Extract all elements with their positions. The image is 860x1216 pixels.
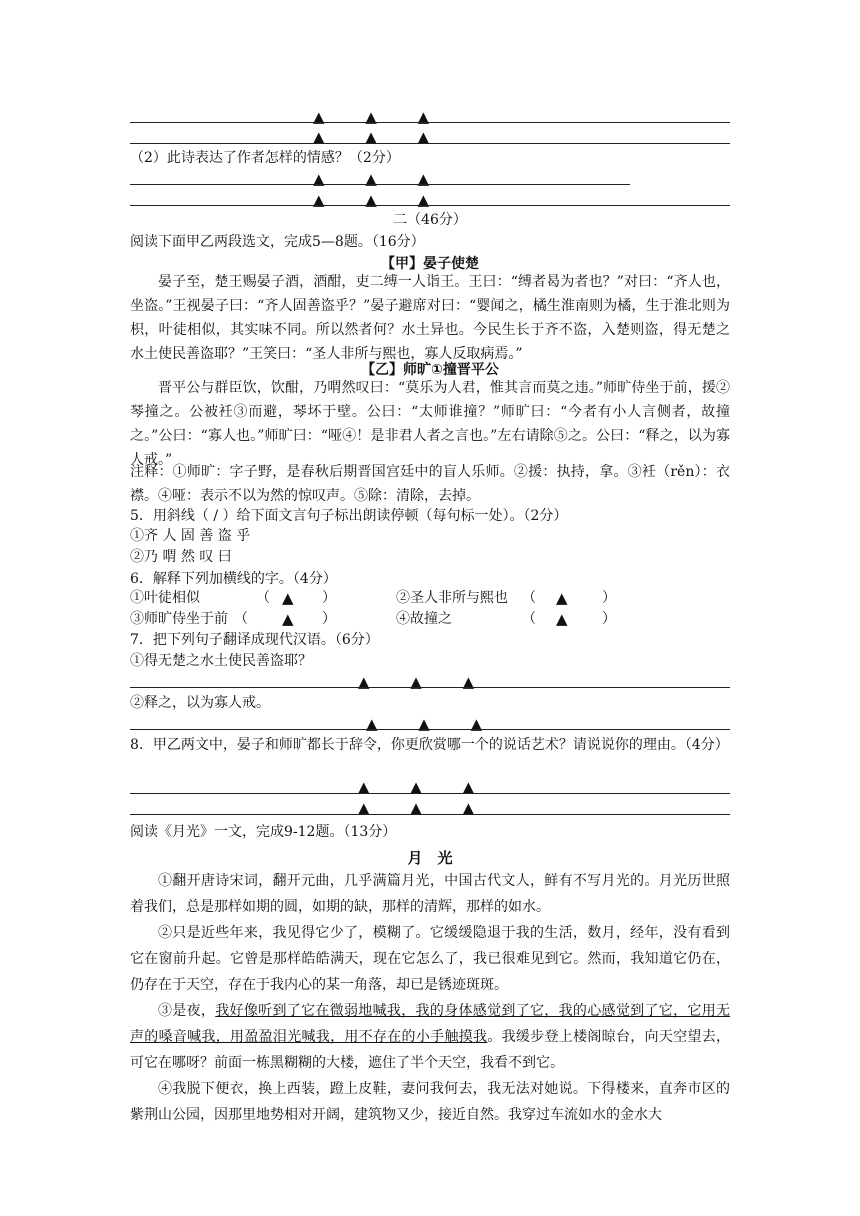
reading-1-intro: 阅读下面甲乙两段选文，完成5—8题。（16分） [130, 234, 425, 250]
passage-yi-title: 【乙】师旷①撞晋平公 [361, 362, 499, 378]
passage-jia-text: 晏子至，楚王赐晏子酒，酒酣，吏二缚一人诣王。王曰：“缚者曷为者也？”对曰：“齐人也，坐盗。”王视晏子曰：“齐人固善盗乎？”晏子避席对曰：“婴闻之，橘生淮南则为橘，生于淮北则为枳，叶徒相似，其实味不同。所以然者何？水土异也。今民生长于齐不盗，入楚则盗，得无楚之水土使民善盗耶？”王笑曰：“圣人非所与熙也，寡人反取病焉。” [130, 274, 730, 362]
paren-right: ） [602, 611, 616, 627]
paren-right: ） [322, 611, 336, 627]
blank-marker: ▲ ▲ ▲ [313, 128, 448, 146]
answer-line [130, 184, 630, 185]
answer-blank-marker: ▲ [556, 589, 586, 607]
passage-notes: 注释：①师旷：字子野，是春秋后期晋国宫廷中的盲人乐师。②援：执持，拿。③衽（rěn）：衣襟。④哑：表示不以为然的惊叹声。⑤除：清除，去掉。 [130, 464, 730, 504]
paren-right: ） [322, 590, 336, 606]
paren-right: ） [602, 590, 616, 606]
answer-blank-marker: ▲ [556, 610, 586, 628]
question-6-item-4: ④故撞之 [396, 611, 452, 627]
answer-line [130, 729, 730, 730]
essay-paragraph-3-end: 。我缓步登上楼阁晾台，向天空望去，可它在哪呀？前面一栋黑糊糊的大楼，遮住了半个天空，我看不到它。 [130, 1029, 731, 1071]
paren-left: （ [234, 611, 248, 627]
paren-left: （ [256, 590, 270, 606]
question-4-2: （2）此诗表达了作者怎样的情感？（2分） [130, 150, 400, 166]
essay-paragraph-1: ①翻开唐诗宋词，翻开元曲，几乎满篇月光，中国古代文人，鲜有不写月光的。月光历世照着我们，总是那样如期的圆，如期的缺，那样的清辉，那样的如水。 [130, 873, 730, 915]
question-6-item-1: ①叶徒相似 [130, 590, 200, 606]
paren-left: （ [522, 590, 536, 606]
paren-left: （ [522, 611, 536, 627]
blank-marker: ▲ ▲ ▲ [366, 715, 501, 733]
question-5: 5．用斜线（ / ）给下面文言句子标出朗读停顿（每句标一处）。（2分） [130, 508, 568, 524]
blank-marker: ▲ ▲ ▲ [358, 778, 493, 796]
essay-paragraph-3-start: ③是夜， [158, 1003, 216, 1019]
question-6-item-3: ③师旷侍坐于前 [130, 611, 228, 627]
question-7-item-2: ②释之，以为寡人戒。 [130, 695, 270, 711]
essay-paragraph-3-underlined: 我好像听到了它在微弱地喊我，我的身体感觉到了它，我的心感觉到了它，它用无声的嗓音喊我，用盈盈泪光喊我，用不存在的小手触摸我 [130, 1003, 731, 1045]
answer-line [130, 122, 730, 123]
blank-marker: ▲ ▲ ▲ [313, 108, 448, 126]
answer-line [130, 205, 730, 206]
reading-2-intro: 阅读《月光》一文，完成9-12题。（13分） [130, 824, 397, 840]
question-7: 7．把下列句子翻译成现代汉语。（6分） [130, 632, 379, 648]
passage-yi-text: 晋平公与群臣饮，饮酣，乃喟然叹曰：“莫乐为人君，惟其言而莫之违。”师旷侍坐于前，援②琴撞之。公被衽③而避，琴坏于壁。公曰：“太师谁撞？”师旷曰：“今者有小人言侧者，故撞之。”公曰：“寡人也。”师旷曰：“哑④！是非君人者之言也。”左右请除⑤之。公曰：“释之，以为寡人戒。” [130, 380, 730, 468]
question-8: 8．甲乙两文中，晏子和师旷都长于辞令，你更欣赏哪一个的说话艺术？请说说你的理由。（4分） [130, 737, 729, 753]
question-6-item-2: ②圣人非所与熙也 [396, 590, 508, 606]
passage-jia-title: 【甲】晏子使楚 [381, 256, 479, 272]
question-6: 6．解释下列加横线的字。（4分） [130, 571, 337, 587]
essay-paragraph-3 [130, 998, 730, 1076]
essay-paragraph-2: ②只是近些年来，我见得它少了，模糊了。它缓缓隐退于我的生活，数月，经年，没有看到它在窗前升起。它曾是那样皓皓满天，现在它怎么了，我已很难见到它。然而，我知道它仍在，仍存在于天空，存在于我内心的某一角落，却已是锈迹斑斑。 [130, 925, 730, 993]
blank-marker: ▲ ▲ ▲ [358, 673, 493, 691]
question-5-item-2: ②乃 喟 然 叹 曰 [130, 549, 232, 565]
answer-blank-marker: ▲ [282, 589, 312, 607]
blank-marker: ▲ ▲ ▲ [313, 191, 448, 209]
answer-line [130, 814, 730, 815]
section-2-title: 二（46分） [393, 212, 467, 228]
answer-blank-marker: ▲ [282, 610, 312, 628]
answer-line [130, 793, 730, 794]
answer-line [130, 143, 730, 144]
answer-line [130, 687, 730, 688]
question-5-item-1: ①齐 人 固 善 盗 乎 [130, 528, 251, 544]
blank-marker: ▲ ▲ ▲ [313, 170, 448, 188]
question-7-item-1: ①得无楚之水土使民善盗耶？ [130, 653, 312, 669]
essay-title: 月 光 [407, 849, 453, 867]
blank-marker: ▲ ▲ ▲ [358, 799, 493, 817]
essay-paragraph-4: ④我脱下便衣，换上西装，蹬上皮鞋，妻问我何去，我无法对她说。下得楼来，直奔市区的紫荆山公园，因那里地势相对开阔，建筑物又少，接近自然。我穿过车流如水的金水大 [130, 1081, 730, 1123]
